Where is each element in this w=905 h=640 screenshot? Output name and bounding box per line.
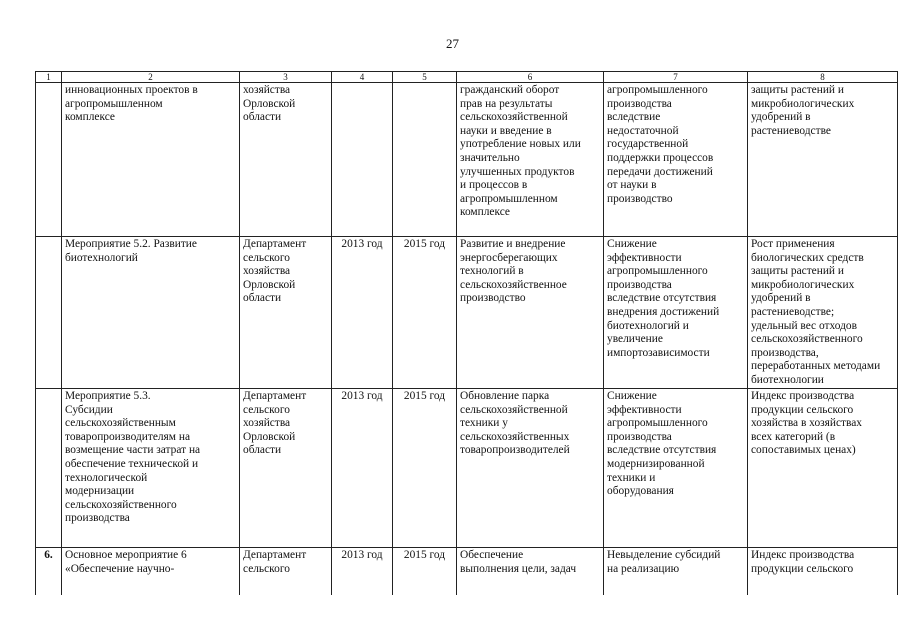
row-number [36, 83, 62, 237]
column-number: 4 [332, 72, 393, 83]
expected-result: Развитие и внедрение энергосберегающих технологий в сельскохозяйственное производство [457, 237, 604, 389]
executor: Департамент сельского хозяйства Орловской области [240, 237, 332, 389]
start-year: 2013 год [332, 389, 393, 548]
non-implementation-consequences: Снижение эффективности агропромышленного производства вследствие отсутствия модернизированной техники и оборудования [604, 389, 748, 548]
column-number: 3 [240, 72, 332, 83]
row-number [36, 237, 62, 389]
column-number: 8 [748, 72, 898, 83]
measure-name: Основное мероприятие 6 «Обеспечение научно- [62, 548, 240, 596]
measure-name: Мероприятие 5.3. Субсидии сельскохозяйственным товаропроизводителям на возмещение части затрат на обеспечение технической и технологической модернизации сельскохозяйственного производства [62, 389, 240, 548]
table-row [36, 237, 898, 389]
column-number-row [36, 72, 898, 83]
table-row [36, 83, 898, 237]
non-implementation-consequences: Невыделение субсидий на реализацию [604, 548, 748, 596]
related-indicators: защиты растений и микробиологических удобрений в растениеводстве [748, 83, 898, 237]
column-number: 5 [393, 72, 457, 83]
column-number: 6 [457, 72, 604, 83]
row-number [36, 389, 62, 548]
executor: хозяйства Орловской области [240, 83, 332, 237]
expected-result: гражданский оборот прав на результаты сельскохозяйственной науки и введение в употребление новых или значительно улучшенных продуктов и процессов в агропромышленном комплексе [457, 83, 604, 237]
related-indicators: Рост применения биологических средств защиты растений и микробиологических удобрений в растениеводстве; удельный вес отходов сельскохозяйственного производства, переработанных методами биотехнологии [748, 237, 898, 389]
related-indicators: Индекс производства продукции сельского [748, 548, 898, 596]
page-number: 27 [446, 36, 459, 51]
start-year [332, 83, 393, 237]
non-implementation-consequences: Снижение эффективности агропромышленного производства вследствие отсутствия внедрения достижений биотехнологий и увеличение импортозависимости [604, 237, 748, 389]
end-year: 2015 год [393, 237, 457, 389]
measure-name: инновационных проектов в агропромышленном комплексе [62, 83, 240, 237]
end-year: 2015 год [393, 548, 457, 596]
table-row [36, 389, 898, 548]
start-year: 2013 год [332, 548, 393, 596]
table-row [36, 548, 898, 596]
expected-result: Обновление парка сельскохозяйственной техники у сельскохозяйственных товаропроизводителей [457, 389, 604, 548]
column-number: 1 [36, 72, 62, 83]
row-number: 6. [36, 548, 62, 596]
executor: Департамент сельского хозяйства Орловской области [240, 389, 332, 548]
column-number: 2 [62, 72, 240, 83]
end-year [393, 83, 457, 237]
end-year: 2015 год [393, 389, 457, 548]
start-year: 2013 год [332, 237, 393, 389]
measures-table [35, 71, 898, 595]
column-number: 7 [604, 72, 748, 83]
expected-result: Обеспечение выполнения цели, задач [457, 548, 604, 596]
executor: Департамент сельского [240, 548, 332, 596]
related-indicators: Индекс производства продукции сельского хозяйства в хозяйствах всех категорий (в сопоставимых ценах) [748, 389, 898, 548]
non-implementation-consequences: агропромышленного производства вследствие недостаточной государственной поддержки процессов передачи достижений от науки в производство [604, 83, 748, 237]
measure-name: Мероприятие 5.2. Развитие биотехнологий [62, 237, 240, 389]
